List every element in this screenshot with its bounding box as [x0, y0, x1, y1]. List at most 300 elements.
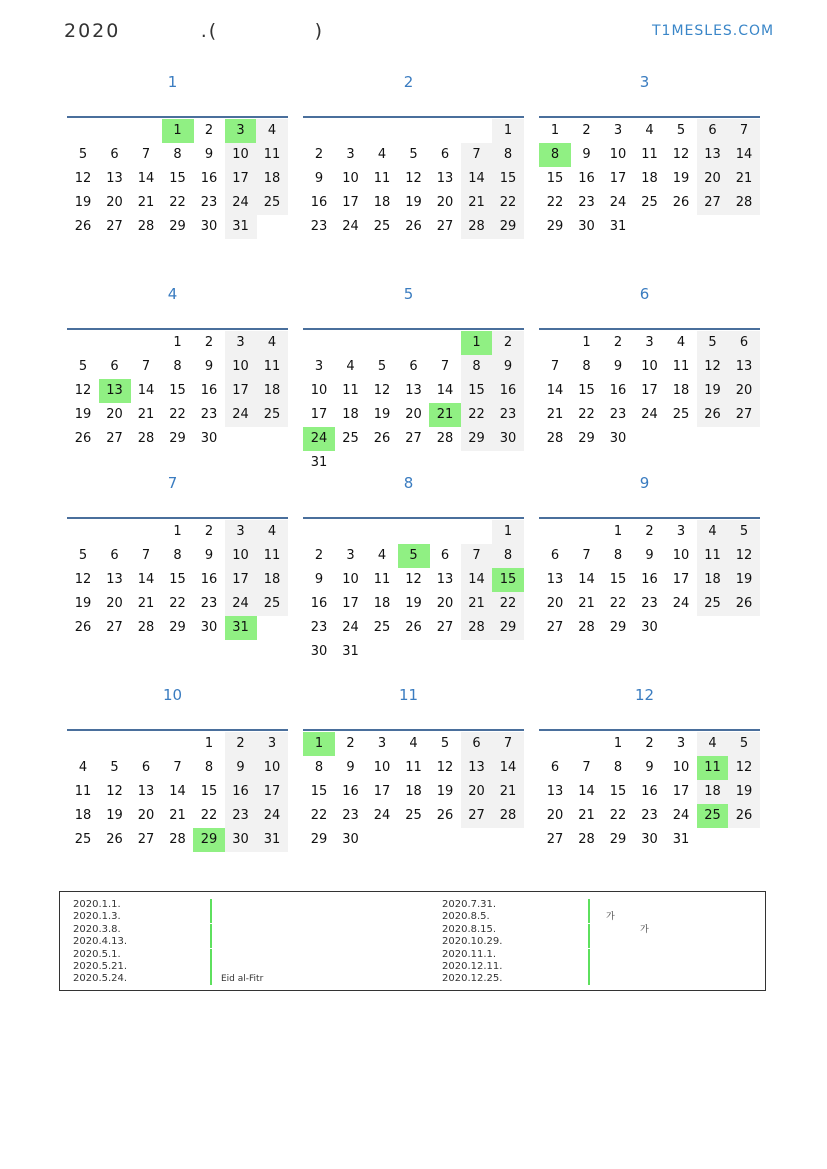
day-cell[interactable]: 22: [310, 808, 328, 823]
day-cell[interactable]: 6: [550, 760, 560, 775]
day-cell[interactable]: 31: [310, 455, 328, 470]
day-cell[interactable]: 16: [578, 171, 595, 186]
day-cell[interactable]: 4: [697, 732, 729, 756]
day-cell[interactable]: 23: [641, 596, 658, 611]
day-cell[interactable]: 29: [169, 219, 186, 234]
day-cell[interactable]: 28: [461, 616, 493, 640]
day-cell[interactable]: 27: [106, 620, 123, 635]
day-cell[interactable]: 19: [405, 596, 422, 611]
day-cell[interactable]: 2: [204, 524, 214, 539]
day-cell[interactable]: 21: [578, 596, 595, 611]
day-cell[interactable]: 20: [728, 379, 760, 403]
day-cell[interactable]: 10: [342, 171, 359, 186]
day-cell[interactable]: 18: [74, 808, 92, 823]
day-cell[interactable]: 6: [697, 119, 729, 143]
day-cell[interactable]: 1: [613, 524, 623, 539]
day-cell[interactable]: 23: [342, 808, 359, 823]
day-cell[interactable]: 1: [550, 123, 560, 138]
day-cell[interactable]: 10: [225, 544, 257, 568]
day-cell[interactable]: 20: [436, 596, 454, 611]
day-cell[interactable]: 15: [492, 167, 524, 191]
day-cell[interactable]: 9: [645, 760, 654, 775]
day-cell[interactable]: 21: [492, 780, 524, 804]
day-cell[interactable]: 1: [492, 520, 524, 544]
day-cell[interactable]: 26: [74, 431, 92, 446]
day-cell[interactable]: 11: [405, 760, 422, 775]
day-cell[interactable]: 19: [728, 780, 760, 804]
day-cell[interactable]: 12: [672, 147, 690, 162]
day-cell[interactable]: 29: [461, 427, 493, 451]
day-cell[interactable]: 14: [728, 143, 760, 167]
day-cell[interactable]: 17: [256, 780, 288, 804]
day-cell[interactable]: 11: [256, 544, 288, 568]
day-cell[interactable]: 26: [373, 431, 391, 446]
day-cell[interactable]: 12: [373, 383, 391, 398]
day-cell[interactable]: 26: [405, 219, 422, 234]
day-cell[interactable]: 22: [169, 407, 186, 422]
day-cell[interactable]: 28: [728, 191, 760, 215]
day-cell[interactable]: 23: [200, 195, 218, 210]
day-cell[interactable]: 8: [613, 760, 623, 775]
day-cell[interactable]: 26: [728, 804, 760, 828]
day-cell[interactable]: 13: [697, 143, 729, 167]
day-cell[interactable]: 26: [672, 195, 690, 210]
day-cell[interactable]: 16: [492, 379, 524, 403]
day-cell[interactable]: 1: [173, 335, 182, 350]
day-cell[interactable]: 10: [672, 548, 690, 563]
day-cell[interactable]: 21: [728, 167, 760, 191]
day-cell[interactable]: 23: [200, 596, 218, 611]
day-cell[interactable]: 21: [169, 808, 186, 823]
day-cell[interactable]: 22: [200, 808, 218, 823]
day-cell[interactable]: 2: [582, 123, 591, 138]
day-cell[interactable]: 24: [342, 620, 359, 635]
day-cell[interactable]: 23: [310, 219, 328, 234]
day-cell[interactable]: 6: [461, 732, 493, 756]
day-cell[interactable]: 23: [578, 195, 595, 210]
day-cell[interactable]: 11: [697, 544, 729, 568]
day-cell[interactable]: 26: [436, 808, 454, 823]
day-cell[interactable]: 5: [728, 732, 760, 756]
day-cell[interactable]: 15: [169, 171, 186, 186]
day-cell[interactable]: 2: [346, 736, 355, 751]
day-cell[interactable]: 7: [173, 760, 182, 775]
day-cell[interactable]: 2: [204, 335, 214, 350]
day-cell[interactable]: 22: [461, 403, 493, 427]
day-cell[interactable]: 22: [546, 195, 564, 210]
day-cell[interactable]: 18: [373, 596, 391, 611]
day-cell[interactable]: 4: [377, 548, 387, 563]
day-cell[interactable]: 11: [641, 147, 658, 162]
day-cell[interactable]: 22: [578, 407, 595, 422]
holiday-day-cell[interactable]: 8: [539, 143, 571, 167]
day-cell[interactable]: 25: [74, 832, 92, 847]
day-cell[interactable]: 15: [169, 383, 186, 398]
day-cell[interactable]: 8: [173, 359, 182, 374]
day-cell[interactable]: 8: [173, 147, 182, 162]
day-cell[interactable]: 21: [578, 808, 595, 823]
day-cell[interactable]: 11: [672, 359, 690, 374]
day-cell[interactable]: 24: [225, 403, 257, 427]
day-cell[interactable]: 23: [492, 403, 524, 427]
day-cell[interactable]: 30: [641, 620, 658, 635]
day-cell[interactable]: 16: [342, 784, 359, 799]
day-cell[interactable]: 3: [645, 335, 654, 350]
day-cell[interactable]: 1: [492, 119, 524, 143]
day-cell[interactable]: 4: [676, 335, 686, 350]
day-cell[interactable]: 25: [641, 195, 658, 210]
day-cell[interactable]: 25: [256, 403, 288, 427]
day-cell[interactable]: 24: [609, 195, 627, 210]
day-cell[interactable]: 7: [582, 760, 591, 775]
day-cell[interactable]: 8: [582, 359, 591, 374]
day-cell[interactable]: 20: [106, 195, 123, 210]
day-cell[interactable]: 2: [645, 524, 654, 539]
day-cell[interactable]: 8: [492, 143, 524, 167]
day-cell[interactable]: 29: [310, 832, 328, 847]
day-cell[interactable]: 17: [225, 167, 257, 191]
day-cell[interactable]: 7: [461, 143, 493, 167]
day-cell[interactable]: 25: [342, 431, 359, 446]
day-cell[interactable]: 27: [436, 219, 454, 234]
day-cell[interactable]: 22: [169, 596, 186, 611]
day-cell[interactable]: 3: [346, 147, 355, 162]
holiday-day-cell[interactable]: 5: [398, 544, 430, 568]
day-cell[interactable]: 27: [461, 804, 493, 828]
day-cell[interactable]: 5: [409, 147, 418, 162]
day-cell[interactable]: 19: [728, 568, 760, 592]
day-cell[interactable]: 10: [310, 383, 328, 398]
day-cell[interactable]: 24: [225, 592, 257, 616]
day-cell[interactable]: 23: [641, 808, 658, 823]
day-cell[interactable]: 17: [672, 572, 690, 587]
day-cell[interactable]: 9: [204, 147, 214, 162]
day-cell[interactable]: 24: [373, 808, 391, 823]
day-cell[interactable]: 31: [342, 644, 359, 659]
day-cell[interactable]: 27: [546, 832, 564, 847]
day-cell[interactable]: 31: [609, 219, 627, 234]
day-cell[interactable]: 1: [173, 524, 182, 539]
day-cell[interactable]: 13: [436, 572, 454, 587]
brand-logo-text[interactable]: T1MESLES.COM: [652, 23, 775, 39]
day-cell[interactable]: 19: [74, 407, 92, 422]
day-cell[interactable]: 18: [373, 195, 391, 210]
day-cell[interactable]: 14: [137, 171, 155, 186]
day-cell[interactable]: 7: [461, 544, 493, 568]
day-cell[interactable]: 27: [106, 431, 123, 446]
day-cell[interactable]: 13: [546, 784, 564, 799]
day-cell[interactable]: 7: [141, 548, 151, 563]
day-cell[interactable]: 31: [672, 832, 690, 847]
day-cell[interactable]: 27: [546, 620, 564, 635]
day-cell[interactable]: 25: [256, 191, 288, 215]
day-cell[interactable]: 9: [314, 171, 324, 186]
day-cell[interactable]: 12: [697, 355, 729, 379]
day-cell[interactable]: 10: [225, 143, 257, 167]
day-cell[interactable]: 7: [141, 359, 151, 374]
day-cell[interactable]: 16: [200, 171, 218, 186]
day-cell[interactable]: 14: [137, 572, 155, 587]
day-cell[interactable]: 11: [74, 784, 92, 799]
day-cell[interactable]: 14: [169, 784, 186, 799]
day-cell[interactable]: 26: [728, 592, 760, 616]
day-cell[interactable]: 19: [106, 808, 123, 823]
day-cell[interactable]: 4: [645, 123, 654, 138]
day-cell[interactable]: 3: [225, 520, 257, 544]
day-cell[interactable]: 17: [672, 784, 690, 799]
day-cell[interactable]: 19: [697, 379, 729, 403]
day-cell[interactable]: 14: [578, 572, 595, 587]
day-cell[interactable]: 17: [373, 784, 391, 799]
day-cell[interactable]: 25: [405, 808, 422, 823]
day-cell[interactable]: 16: [200, 383, 218, 398]
day-cell[interactable]: 29: [169, 431, 186, 446]
day-cell[interactable]: 3: [676, 524, 686, 539]
day-cell[interactable]: 3: [256, 732, 288, 756]
day-cell[interactable]: 6: [550, 548, 560, 563]
day-cell[interactable]: 26: [74, 219, 92, 234]
day-cell[interactable]: 11: [256, 143, 288, 167]
day-cell[interactable]: 21: [137, 195, 155, 210]
day-cell[interactable]: 19: [373, 407, 391, 422]
day-cell[interactable]: 24: [225, 191, 257, 215]
day-cell[interactable]: 25: [373, 219, 391, 234]
day-cell[interactable]: 10: [609, 147, 627, 162]
day-cell[interactable]: 6: [409, 359, 418, 374]
day-cell[interactable]: 6: [110, 359, 119, 374]
day-cell[interactable]: 8: [613, 548, 623, 563]
day-cell[interactable]: 22: [609, 808, 627, 823]
day-cell[interactable]: 12: [74, 383, 92, 398]
day-cell[interactable]: 1: [613, 736, 623, 751]
day-cell[interactable]: 5: [676, 123, 686, 138]
day-cell[interactable]: 3: [613, 123, 623, 138]
day-cell[interactable]: 3: [676, 736, 686, 751]
day-cell[interactable]: 18: [256, 167, 288, 191]
day-cell[interactable]: 6: [110, 147, 119, 162]
day-cell[interactable]: 6: [141, 760, 151, 775]
day-cell[interactable]: 28: [436, 431, 454, 446]
day-cell[interactable]: 30: [200, 620, 218, 635]
day-cell[interactable]: 14: [137, 383, 155, 398]
day-cell[interactable]: 10: [672, 760, 690, 775]
day-cell[interactable]: 16: [225, 780, 257, 804]
day-cell[interactable]: 26: [106, 832, 123, 847]
day-cell[interactable]: 15: [578, 383, 595, 398]
holiday-day-cell[interactable]: 3: [225, 119, 257, 143]
day-cell[interactable]: 2: [613, 335, 623, 350]
day-cell[interactable]: 20: [137, 808, 155, 823]
day-cell[interactable]: 22: [492, 191, 524, 215]
day-cell[interactable]: 24: [641, 407, 658, 422]
day-cell[interactable]: 2: [225, 732, 257, 756]
day-cell[interactable]: 4: [409, 736, 418, 751]
day-cell[interactable]: 8: [461, 355, 493, 379]
holiday-day-cell[interactable]: 11: [697, 756, 729, 780]
day-cell[interactable]: 25: [256, 592, 288, 616]
day-cell[interactable]: 15: [461, 379, 493, 403]
holiday-day-cell[interactable]: 1: [162, 119, 194, 143]
day-cell[interactable]: 14: [578, 784, 595, 799]
day-cell[interactable]: 15: [200, 784, 218, 799]
day-cell[interactable]: 17: [225, 379, 257, 403]
day-cell[interactable]: 26: [697, 403, 729, 427]
day-cell[interactable]: 28: [137, 219, 155, 234]
day-cell[interactable]: 26: [74, 620, 92, 635]
day-cell[interactable]: 11: [373, 572, 391, 587]
day-cell[interactable]: 30: [310, 644, 328, 659]
day-cell[interactable]: 25: [697, 592, 729, 616]
day-cell[interactable]: 12: [405, 171, 422, 186]
day-cell[interactable]: 3: [377, 736, 387, 751]
day-cell[interactable]: 21: [461, 191, 493, 215]
day-cell[interactable]: 7: [492, 732, 524, 756]
day-cell[interactable]: 4: [256, 331, 288, 355]
day-cell[interactable]: 15: [546, 171, 564, 186]
day-cell[interactable]: 10: [256, 756, 288, 780]
day-cell[interactable]: 4: [78, 760, 88, 775]
day-cell[interactable]: 9: [204, 548, 214, 563]
day-cell[interactable]: 27: [436, 620, 454, 635]
day-cell[interactable]: 27: [137, 832, 155, 847]
day-cell[interactable]: 6: [110, 548, 119, 563]
day-cell[interactable]: 7: [728, 119, 760, 143]
day-cell[interactable]: 2: [492, 331, 524, 355]
day-cell[interactable]: 19: [436, 784, 454, 799]
day-cell[interactable]: 6: [440, 548, 450, 563]
holiday-day-cell[interactable]: 15: [492, 568, 524, 592]
day-cell[interactable]: 9: [613, 359, 623, 374]
day-cell[interactable]: 5: [110, 760, 119, 775]
day-cell[interactable]: 1: [204, 736, 214, 751]
day-cell[interactable]: 14: [546, 383, 564, 398]
day-cell[interactable]: 13: [106, 171, 123, 186]
day-cell[interactable]: 25: [672, 407, 690, 422]
day-cell[interactable]: 30: [200, 219, 218, 234]
day-cell[interactable]: 27: [405, 431, 422, 446]
day-cell[interactable]: 13: [137, 784, 155, 799]
day-cell[interactable]: 5: [377, 359, 387, 374]
day-cell[interactable]: 28: [546, 431, 564, 446]
day-cell[interactable]: 11: [256, 355, 288, 379]
day-cell[interactable]: 12: [74, 171, 92, 186]
day-cell[interactable]: 2: [204, 123, 214, 138]
day-cell[interactable]: 7: [582, 548, 591, 563]
day-cell[interactable]: 16: [609, 383, 627, 398]
day-cell[interactable]: 12: [106, 784, 123, 799]
day-cell[interactable]: 3: [346, 548, 355, 563]
day-cell[interactable]: 2: [645, 736, 654, 751]
day-cell[interactable]: 22: [609, 596, 627, 611]
day-cell[interactable]: 6: [440, 147, 450, 162]
day-cell[interactable]: 30: [200, 431, 218, 446]
day-cell[interactable]: 8: [314, 760, 324, 775]
day-cell[interactable]: 10: [373, 760, 391, 775]
day-cell[interactable]: 29: [609, 620, 627, 635]
day-cell[interactable]: 27: [728, 403, 760, 427]
day-cell[interactable]: 10: [342, 572, 359, 587]
day-cell[interactable]: 9: [645, 548, 654, 563]
day-cell[interactable]: 13: [546, 572, 564, 587]
day-cell[interactable]: 9: [492, 355, 524, 379]
day-cell[interactable]: 30: [609, 431, 627, 446]
day-cell[interactable]: 28: [137, 431, 155, 446]
day-cell[interactable]: 5: [697, 331, 729, 355]
day-cell[interactable]: 20: [106, 407, 123, 422]
day-cell[interactable]: 28: [492, 804, 524, 828]
day-cell[interactable]: 31: [256, 828, 288, 852]
day-cell[interactable]: 4: [697, 520, 729, 544]
day-cell[interactable]: 22: [169, 195, 186, 210]
day-cell[interactable]: 23: [609, 407, 627, 422]
day-cell[interactable]: 4: [256, 520, 288, 544]
day-cell[interactable]: 2: [314, 147, 324, 162]
day-cell[interactable]: 20: [106, 596, 123, 611]
day-cell[interactable]: 15: [609, 784, 627, 799]
holiday-day-cell[interactable]: 31: [225, 616, 257, 640]
day-cell[interactable]: 29: [492, 215, 524, 239]
day-cell[interactable]: 13: [728, 355, 760, 379]
day-cell[interactable]: 8: [204, 760, 214, 775]
day-cell[interactable]: 8: [492, 544, 524, 568]
holiday-day-cell[interactable]: 1: [303, 732, 335, 756]
day-cell[interactable]: 18: [342, 407, 359, 422]
day-cell[interactable]: 21: [137, 596, 155, 611]
day-cell[interactable]: 13: [461, 756, 493, 780]
day-cell[interactable]: 28: [578, 832, 595, 847]
day-cell[interactable]: 4: [346, 359, 355, 374]
day-cell[interactable]: 12: [405, 572, 422, 587]
day-cell[interactable]: 7: [550, 359, 560, 374]
day-cell[interactable]: 24: [672, 808, 690, 823]
day-cell[interactable]: 19: [74, 596, 92, 611]
day-cell[interactable]: 14: [492, 756, 524, 780]
day-cell[interactable]: 17: [310, 407, 328, 422]
day-cell[interactable]: 3: [314, 359, 324, 374]
day-cell[interactable]: 20: [697, 167, 729, 191]
day-cell[interactable]: 20: [436, 195, 454, 210]
day-cell[interactable]: 16: [310, 596, 328, 611]
holiday-day-cell[interactable]: 1: [461, 331, 493, 355]
day-cell[interactable]: 26: [405, 620, 422, 635]
day-cell[interactable]: 16: [641, 572, 658, 587]
day-cell[interactable]: 24: [672, 596, 690, 611]
day-cell[interactable]: 22: [492, 592, 524, 616]
day-cell[interactable]: 5: [78, 147, 88, 162]
day-cell[interactable]: 18: [697, 780, 729, 804]
day-cell[interactable]: 27: [106, 219, 123, 234]
day-cell[interactable]: 4: [377, 147, 387, 162]
day-cell[interactable]: 17: [342, 596, 359, 611]
day-cell[interactable]: 9: [314, 572, 324, 587]
day-cell[interactable]: 8: [173, 548, 182, 563]
holiday-day-cell[interactable]: 13: [99, 379, 131, 403]
day-cell[interactable]: 4: [256, 119, 288, 143]
day-cell[interactable]: 23: [200, 407, 218, 422]
day-cell[interactable]: 28: [169, 832, 186, 847]
day-cell[interactable]: 16: [310, 195, 328, 210]
day-cell[interactable]: 6: [728, 331, 760, 355]
day-cell[interactable]: 30: [225, 828, 257, 852]
holiday-day-cell[interactable]: 25: [697, 804, 729, 828]
day-cell[interactable]: 3: [225, 331, 257, 355]
day-cell[interactable]: 30: [578, 219, 595, 234]
day-cell[interactable]: 18: [641, 171, 658, 186]
day-cell[interactable]: 24: [342, 219, 359, 234]
holiday-day-cell[interactable]: 29: [193, 828, 225, 852]
day-cell[interactable]: 19: [405, 195, 422, 210]
day-cell[interactable]: 29: [492, 616, 524, 640]
